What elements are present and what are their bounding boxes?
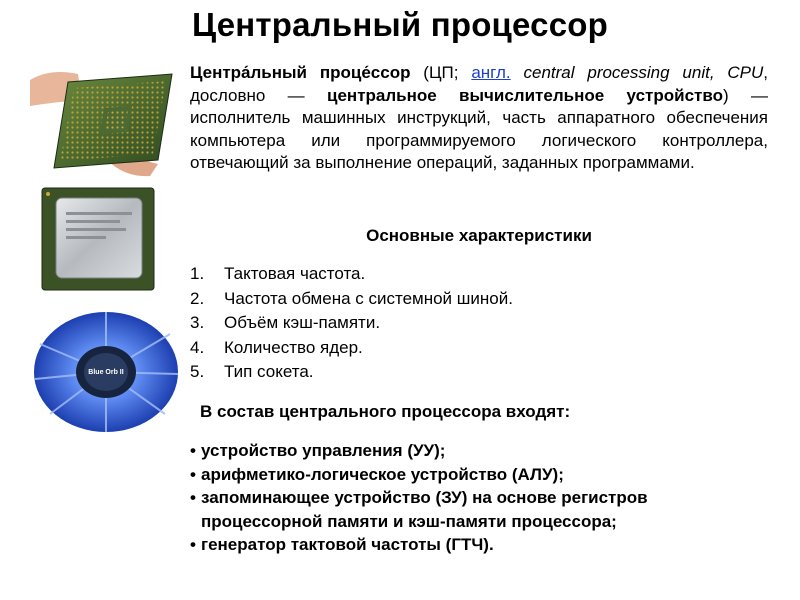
cpu-heatspreader-image: [38, 184, 158, 294]
list-item: [190, 287, 513, 312]
characteristics-heading: Основные характеристики: [366, 226, 592, 245]
list-number: 1.: [190, 264, 205, 283]
list-text: Частота обмена с системной шиной.: [224, 288, 513, 308]
page-title: Центральный процессор: [192, 6, 608, 43]
list-item: [190, 336, 513, 361]
list-item: [190, 439, 750, 463]
list-number: 5.: [190, 362, 205, 381]
cooler-label: Blue Orb II: [88, 369, 124, 376]
list-number: 2.: [190, 288, 205, 308]
term: Центра́льный проце́ссор: [190, 63, 411, 82]
list-item: [190, 533, 750, 557]
bullet: •: [190, 488, 196, 507]
definition: ) — исполнитель машинных инструкций, часть аппаратного обеспечения компьютера или программируемого логического контроллера, отвечающий за выполнение операций, заданных программами.: [190, 85, 768, 172]
bullet: •: [190, 441, 196, 460]
translation: центральное вычислительное устройство: [327, 85, 723, 105]
list-text: арифметико-логическое устройство (АЛУ);: [201, 464, 564, 484]
list-item: [190, 262, 513, 287]
list-item: [190, 311, 513, 336]
list-text: устройство управления (УУ);: [201, 441, 446, 460]
list-number: 3.: [190, 313, 205, 332]
composition-heading: В состав центрального процессора входят:: [200, 402, 571, 421]
list-text: Тип сокета.: [224, 362, 314, 381]
intro-paragraph: [190, 62, 768, 175]
abbr-open: (ЦП;: [410, 63, 472, 82]
list-text: Объём кэш-памяти.: [224, 313, 381, 332]
list-item: [190, 463, 750, 487]
characteristics-list: [190, 262, 513, 385]
list-text: запоминающее устройство (ЗУ) на основе регистров процессорной памяти и кэш-памяти процессора;: [201, 488, 648, 531]
cpu-cooler-image: [30, 304, 182, 436]
list-item: [190, 360, 513, 385]
list-text: Тактовая частота.: [224, 264, 366, 283]
list-text: генератор тактовой частоты (ГТЧ).: [201, 535, 494, 554]
bullet: •: [190, 464, 196, 484]
literally: , дословно —: [190, 63, 769, 105]
english-term: central processing unit, CPU: [510, 63, 764, 82]
lang-link[interactable]: англ.: [471, 63, 511, 82]
list-item: [190, 486, 750, 533]
list-number: 4.: [190, 337, 205, 357]
cpu-chip-image: [30, 60, 180, 180]
bullet: •: [190, 535, 196, 554]
composition-list: [190, 439, 750, 557]
list-text: Количество ядер.: [224, 337, 363, 357]
